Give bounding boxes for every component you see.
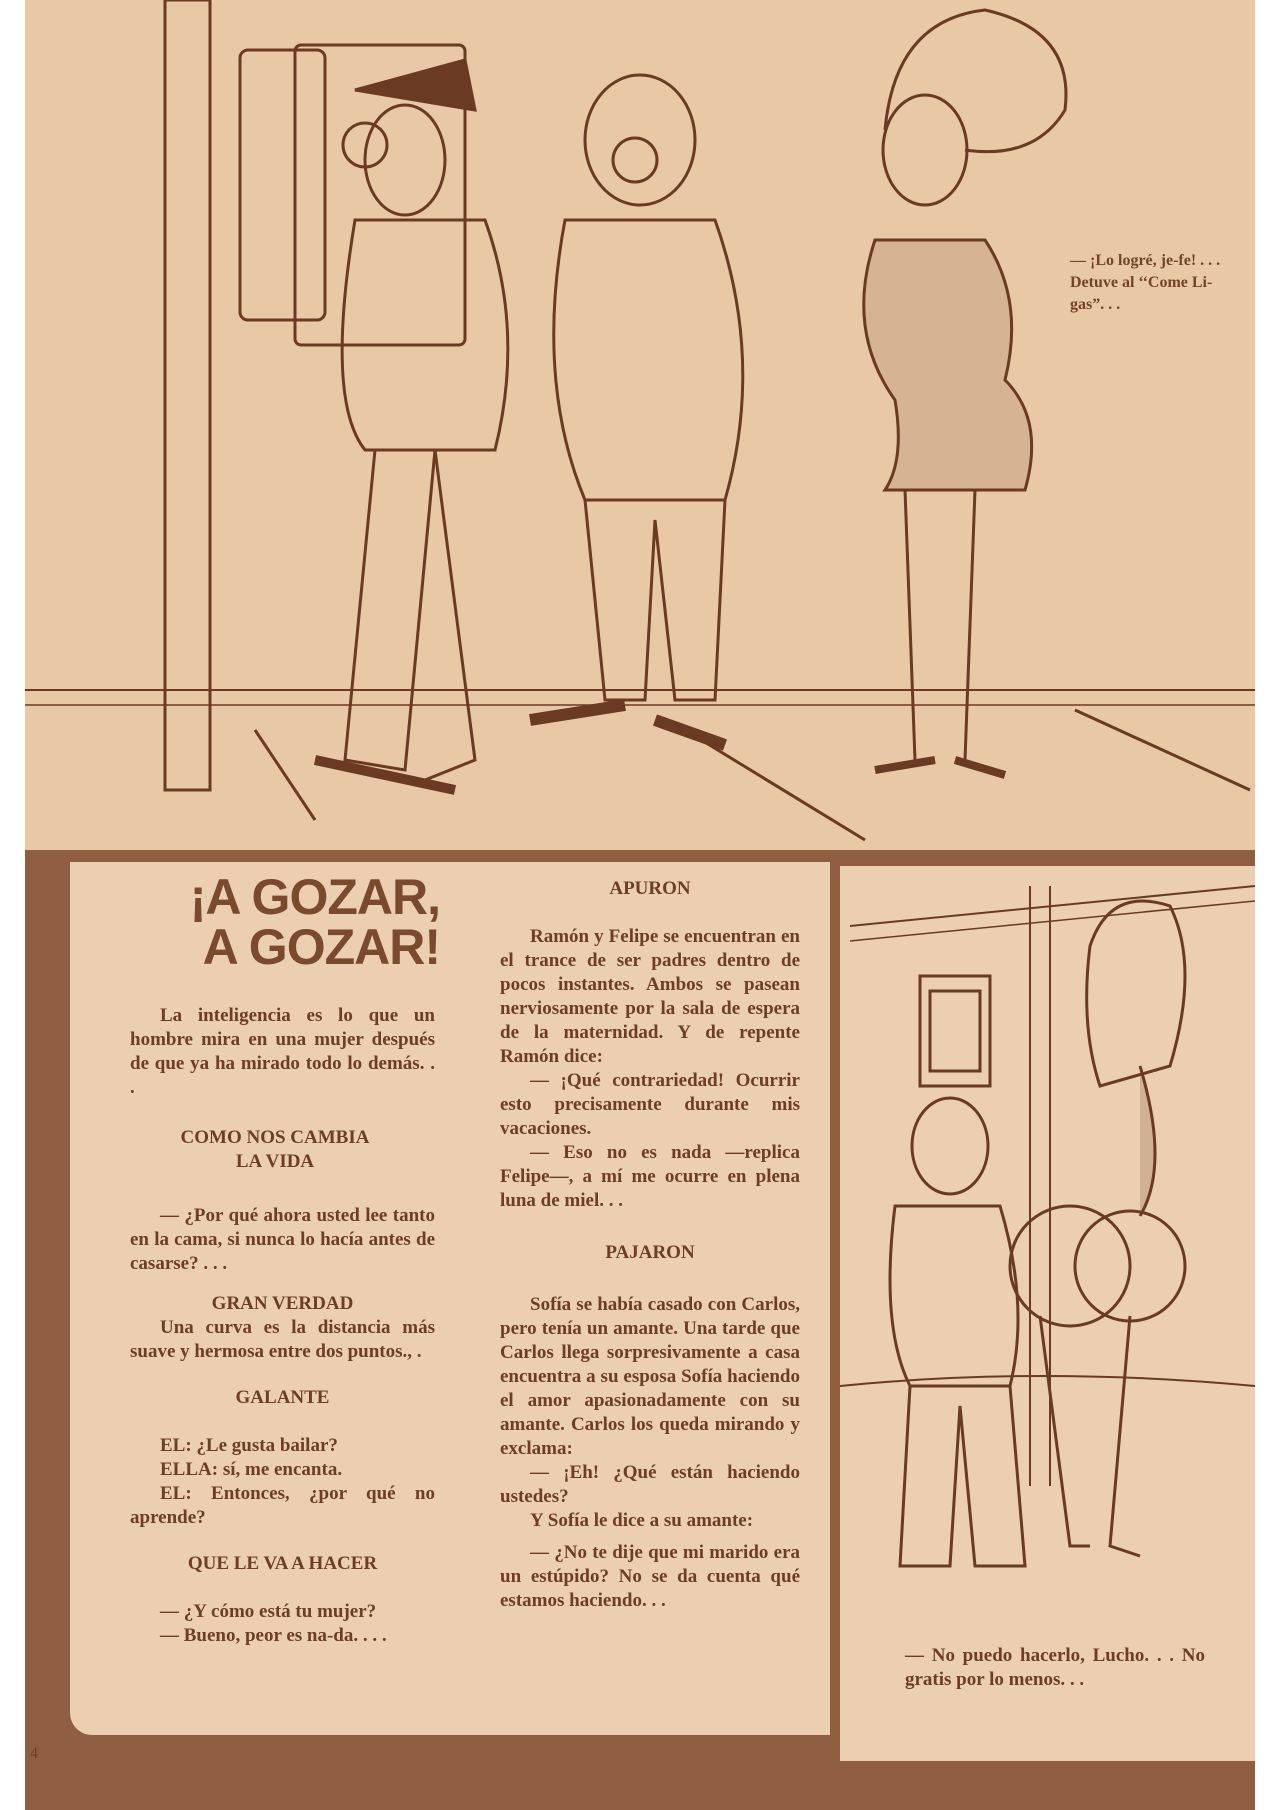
- section-paragraph: Y Sofía le dice a su amante:: [530, 1510, 754, 1531]
- section-heading: GRAN VERDAD: [211, 1293, 354, 1314]
- section-paragraph: — ¡Eh! ¿Qué están haciendo ustedes?: [500, 1462, 800, 1507]
- section-heading: PAJARON: [605, 1242, 695, 1263]
- man-figure: [530, 75, 743, 745]
- section-paragraph: — ¿No te dije que mi marido era un estúpido? No se da cuenta qué estamos haciendo. . .: [500, 1542, 800, 1611]
- woman-figure: [864, 10, 1066, 775]
- section-paragraph: Ramón y Felipe se encuentran en el trance de ser padres dentro de pocos instantes. Ambos se pasean nerviosamente por la sala de espera de la maternidad. Y de repente Ramón dice:: [500, 926, 800, 1067]
- section-paragraph: EL: ¿Le gusta bailar?: [160, 1435, 338, 1456]
- lamp-post: [165, 0, 210, 790]
- side-cartoon-caption: — No puedo hacerlo, Lucho. . . No gratis por lo menos. . .: [905, 1645, 1205, 1690]
- title-line-1: ¡A GOZAR,: [189, 869, 440, 925]
- cartoon-illustration-couple: [840, 866, 1255, 1626]
- section-paragraph: — ¡Qué contrariedad! Ocurrir esto precisamente durante mis vacaciones.: [500, 1070, 800, 1139]
- top-cartoon-caption: — ¡Lo logré, je-fe! . . . Detuve al ‘‘Come Li-gas”. . .: [1070, 252, 1221, 313]
- section-paragraph: ELLA: sí, me encanta.: [160, 1459, 343, 1480]
- section-heading: GALANTE: [235, 1387, 330, 1408]
- text-column-2: [500, 877, 800, 1613]
- section-paragraph: — ¿Por qué ahora usted lee tanto en la cama, si nunca lo hacía antes de casarse? . . .: [130, 1205, 435, 1274]
- policeman-figure: [315, 60, 508, 790]
- section-heading: APURON: [609, 878, 691, 899]
- man-figure: [890, 1098, 1025, 1566]
- woman-figure: [1010, 901, 1185, 1556]
- side-cartoon-panel: [840, 866, 1255, 1761]
- section-paragraph: — Eso no es nada —replica Felipe—, a mí me ocurre en plena luna de miel. . .: [500, 1142, 800, 1211]
- article-title: [140, 869, 440, 975]
- section-paragraph: Una curva es la distancia más suave y hermosa entre dos puntos., .: [130, 1317, 435, 1362]
- section-heading: QUE LE VA A HACER: [187, 1553, 378, 1574]
- text-column-1: [130, 1004, 435, 1648]
- title-line-2: A GOZAR!: [202, 919, 440, 975]
- section-paragraph: EL: Entonces, ¿por qué no aprende?: [130, 1483, 435, 1528]
- cartoon-illustration-police: [25, 0, 1255, 852]
- top-cartoon-panel: [25, 0, 1255, 852]
- section-paragraph: — ¿Y cómo está tu mujer?: [160, 1601, 377, 1622]
- section-heading: COMO NOS CAMBIA LA VIDA: [180, 1127, 370, 1172]
- section-paragraph: — Bueno, peor es na-da. . . .: [160, 1625, 387, 1646]
- intro-paragraph: La inteligencia es lo que un hombre mira en una mujer después de que ya ha mirado todo lo demás. . .: [130, 1005, 435, 1098]
- section-paragraph: Sofía se había casado con Carlos, pero tenía un amante. Una tarde que Carlos llega sorpresivamente a casa encuentra a su esposa Sofía haciendo el amor apasionadamente con su amante. Carlos los queda mirando y exclama:: [500, 1294, 800, 1459]
- page-number: 4: [30, 1745, 38, 1762]
